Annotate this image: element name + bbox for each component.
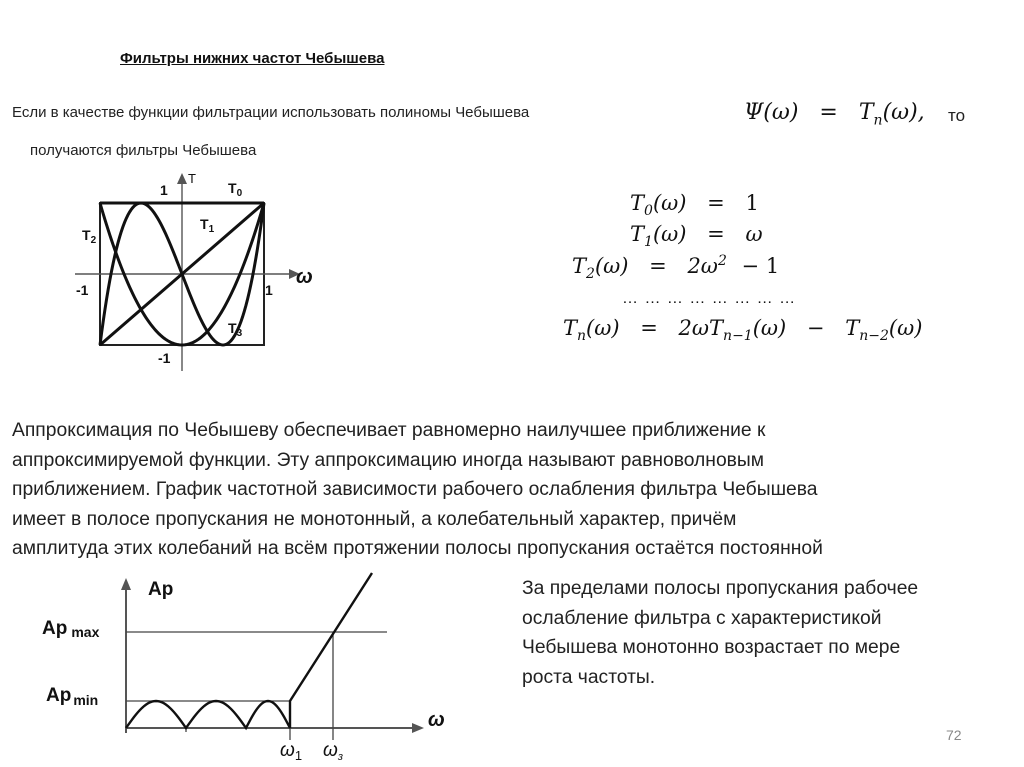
label-t3: $T_3$ (228, 320, 243, 339)
eq-t1-eq: = (707, 222, 725, 246)
paragraph-line: Аппроксимация по Чебышеву обеспечивает равномерно наилучшее приближение к (12, 420, 766, 441)
eq-tn-t: T (563, 316, 578, 340)
eq-tn (563, 316, 922, 344)
eq-t2-sub: 2 (586, 266, 595, 283)
tick-x-right: 1 (265, 282, 273, 298)
eq-tn-minus: − (806, 316, 825, 340)
y-axis-arrow (177, 173, 187, 184)
eq-t2-eq: = (649, 254, 667, 278)
eq-tn-eq: = (640, 316, 658, 340)
axis-x-label: ω (296, 266, 313, 288)
eq-tn-rhs-d: (ω) (888, 316, 923, 340)
chebyshev-plot (60, 165, 330, 375)
eq-t2 (572, 253, 779, 282)
right-paragraph-line: Чебышева монотонно возрастает по мере (522, 637, 901, 658)
label-t2: $T_2$ (82, 227, 97, 246)
eq-t2-t: T (572, 254, 587, 278)
label-t1: $T_1$ (200, 216, 215, 235)
label-w1: $\omega_1$ (280, 740, 303, 763)
psi-lhs: Ψ(ω) (744, 100, 799, 125)
intro-line-1: Если в качестве функции фильтрации использовать полиномы Чебышева (12, 104, 530, 121)
intro-suffix: то (948, 106, 966, 125)
eq-t1-arg: (ω) (652, 222, 687, 246)
psi-rhs-t: T (858, 100, 874, 125)
label-ap-min: Ap $_{min}$ (46, 685, 99, 708)
y-axis-arrow (121, 578, 131, 590)
eq-t0-sub: 0 (644, 203, 653, 220)
label-t0: $T_0$ (228, 180, 243, 199)
eq-t2-rhs-b: − 1 (741, 254, 780, 278)
slide-title: Фильтры нижних частот Чебышева (120, 50, 385, 67)
paragraph-line: аппроксимируемой функции. Эту аппроксимацию иногда называют равноволновым (12, 449, 765, 471)
eq-tn-rhs-sub1: n−1 (723, 328, 753, 345)
psi-rhs-arg: (ω), (882, 100, 925, 125)
eq-tn-rhs-sub2: n−2 (859, 328, 889, 345)
eq-t0-eq: = (707, 191, 725, 215)
eq-t2-rhs-a: 2ω (687, 254, 718, 278)
right-paragraph-line: ослабление фильтра с характеристикой (522, 607, 882, 629)
eq-t0-t: T (630, 191, 645, 215)
eq-t1-rhs: ω (745, 222, 763, 246)
eq-t1 (630, 222, 763, 250)
eq-tn-arg: (ω) (586, 316, 620, 340)
intro-line-2: получаются фильтры Чебышева (30, 142, 257, 159)
eq-t0-arg: (ω) (652, 191, 687, 215)
page-number: 72 (946, 727, 962, 743)
eq-tn-rhs-a: 2ωT (678, 316, 724, 340)
eq-tn-rhs-c: T (845, 316, 860, 340)
eq-t1-t: T (630, 222, 645, 246)
paragraph-line: приближением. График частотной зависимости рабочего ослабления фильтра Чебышева (12, 479, 818, 500)
x-axis-arrow (412, 723, 424, 733)
eq-t0-rhs: 1 (745, 191, 759, 215)
right-paragraph (522, 574, 1012, 692)
attenuation-plot (36, 568, 476, 767)
psi-formula (744, 100, 925, 128)
main-paragraph (12, 416, 1017, 564)
paragraph-line: имеет в полосе пропускания не монотонный, а колебательный характер, причём (12, 508, 737, 530)
right-paragraph-line: За пределами полосы пропускания рабочее (522, 578, 919, 599)
label-ap-max: Ap max (42, 618, 100, 640)
tick-y-top: 1 (160, 182, 168, 198)
label-w2: $\omega_з$ (323, 740, 343, 763)
eq-tn-rhs-b: (ω) (752, 316, 787, 340)
eq-t0 (630, 191, 759, 219)
paragraph-line: амплитуда этих колебаний на всём протяжении полосы пропускания остаётся постоянной (12, 538, 823, 559)
axis-y-label: Ap (148, 579, 174, 600)
right-paragraph-line: роста частоты. (522, 666, 656, 688)
psi-rhs-sub: n (873, 112, 883, 129)
axis-x-label: ω (428, 709, 445, 731)
axis-y-label: T (188, 171, 196, 186)
tick-y-bottom: -1 (158, 350, 171, 366)
eq-t2-arg: (ω) (594, 254, 629, 278)
tick-x-left: -1 (76, 282, 89, 298)
eq-t2-rhs-sup: 2 (717, 253, 727, 269)
psi-eq: = (819, 100, 838, 125)
eq-t1-sub: 1 (644, 234, 653, 251)
eq-tn-sub: n (577, 328, 587, 345)
eq-dots: … … … … … … … … (622, 290, 797, 307)
